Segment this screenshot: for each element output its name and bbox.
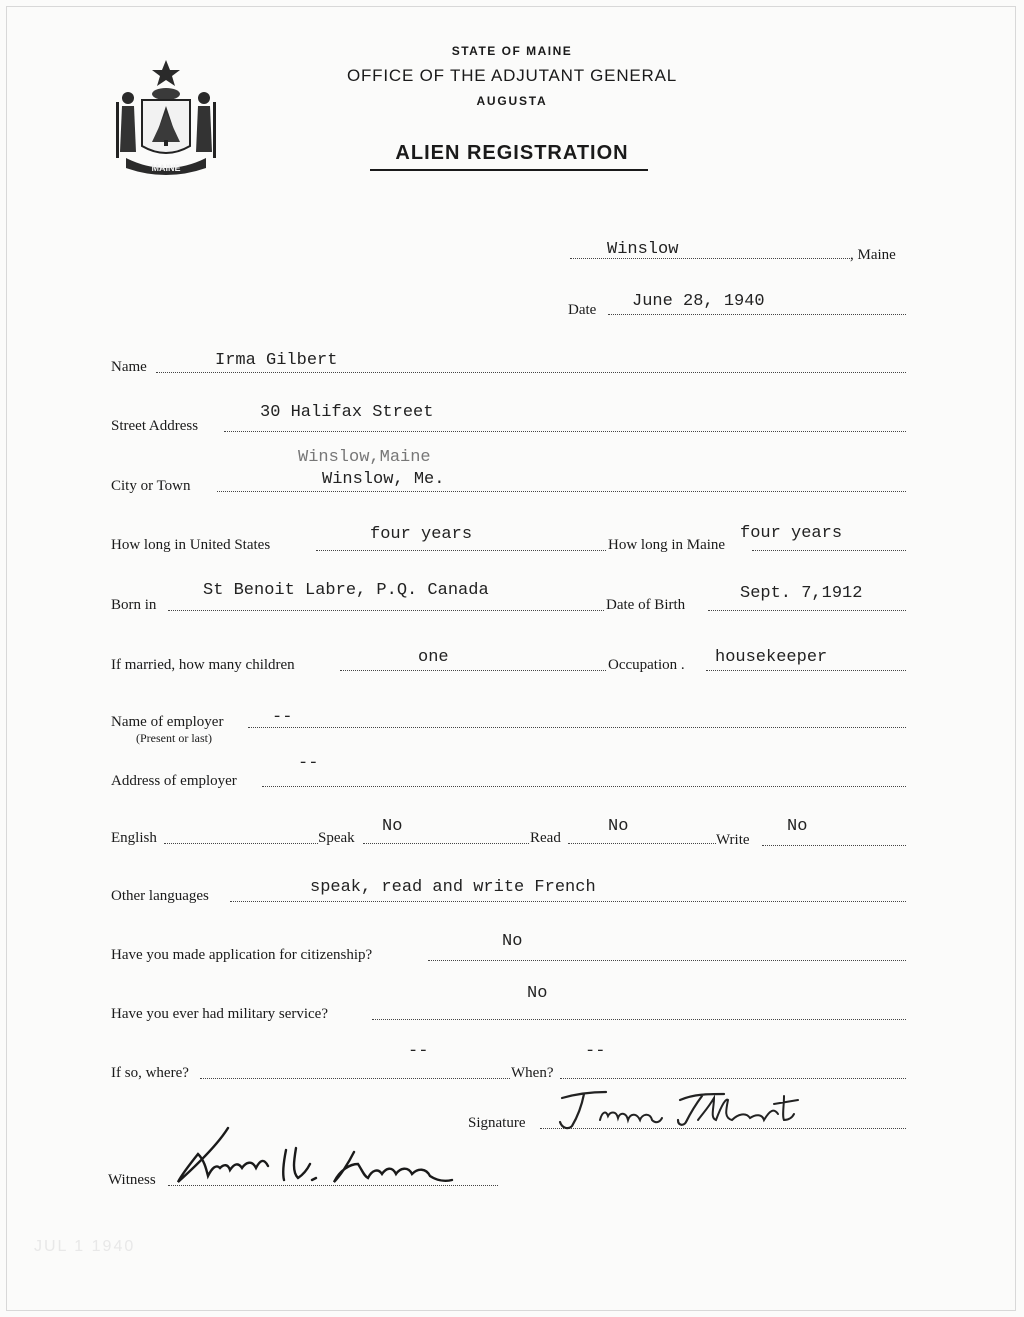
when-label: When? bbox=[511, 1065, 554, 1081]
read-value: No bbox=[608, 817, 629, 836]
witness-signature bbox=[168, 1124, 468, 1190]
title-underline bbox=[370, 169, 648, 171]
how-long-maine-label: How long in Maine bbox=[608, 537, 726, 553]
dob-dotted-line bbox=[708, 610, 906, 611]
form-title: ALIEN REGISTRATION bbox=[395, 142, 629, 164]
how-long-us-value: four years bbox=[370, 525, 473, 544]
how-long-maine-dotted-line bbox=[752, 550, 906, 551]
city-dotted-line bbox=[217, 491, 906, 492]
how-long-us-label: How long in United States bbox=[111, 537, 271, 553]
occupation-label: Occupation . bbox=[608, 657, 685, 673]
write-label: Write bbox=[716, 832, 750, 848]
city-label: City or Town bbox=[111, 478, 191, 494]
read-dotted-line bbox=[568, 843, 716, 844]
write-dotted-line bbox=[762, 845, 906, 846]
military-label: Have you ever had military service? bbox=[111, 1006, 328, 1022]
english-dotted-line bbox=[164, 843, 318, 844]
header-city: AUGUSTA bbox=[476, 94, 548, 108]
date-value: June 28, 1940 bbox=[632, 292, 765, 311]
seal-banner-text: MAINE bbox=[151, 163, 181, 173]
employer-address-label: Address of employer bbox=[111, 773, 237, 789]
military-value: No bbox=[527, 984, 548, 1003]
children-dotted-line bbox=[340, 670, 606, 671]
born-value: St Benoit Labre, P.Q. Canada bbox=[203, 581, 489, 600]
occupation-value: housekeeper bbox=[715, 648, 828, 667]
how-long-us-dotted-line bbox=[316, 550, 606, 551]
name-label: Name bbox=[111, 359, 147, 375]
witness-label: Witness bbox=[108, 1172, 156, 1188]
maine-state-seal bbox=[112, 56, 220, 180]
other-languages-label: Other languages bbox=[111, 888, 209, 904]
street-label: Street Address bbox=[111, 418, 199, 434]
read-label: Read bbox=[530, 830, 561, 846]
name-value: Irma Gilbert bbox=[215, 351, 338, 370]
children-value: one bbox=[418, 648, 449, 667]
city-value: Winslow, Me. bbox=[322, 470, 445, 489]
street-dotted-line bbox=[224, 431, 906, 432]
name-dotted-line bbox=[156, 372, 906, 373]
military-dotted-line bbox=[372, 1019, 906, 1020]
maine-label: , Maine bbox=[850, 247, 896, 263]
born-dotted-line bbox=[168, 610, 604, 611]
where-label: If so, where? bbox=[111, 1065, 189, 1081]
signature-label: Signature bbox=[468, 1115, 526, 1131]
employer-value: -- bbox=[272, 708, 293, 727]
other-languages-value: speak, read and write French bbox=[310, 878, 596, 897]
date-label: Date bbox=[568, 302, 597, 318]
citizenship-dotted-line bbox=[428, 960, 906, 961]
occupation-dotted-line bbox=[706, 670, 906, 671]
handwritten-signature bbox=[548, 1086, 848, 1134]
when-dotted-line bbox=[560, 1078, 906, 1079]
when-value: -- bbox=[585, 1042, 606, 1061]
employer-note: (Present or last) bbox=[136, 731, 212, 745]
employer-address-value: -- bbox=[298, 754, 319, 773]
received-stamp: JUL 1 1940 bbox=[34, 1238, 136, 1255]
born-label: Born in bbox=[111, 597, 157, 613]
city-value-typed-faint: Winslow,Maine bbox=[298, 448, 431, 467]
other-languages-dotted-line bbox=[230, 901, 906, 902]
where-value: -- bbox=[408, 1042, 429, 1061]
header-office: OFFICE OF THE ADJUTANT GENERAL bbox=[346, 66, 678, 85]
citizenship-value: No bbox=[502, 932, 523, 951]
town-value: Winslow bbox=[607, 240, 679, 259]
how-long-maine-value: four years bbox=[740, 524, 843, 543]
english-label: English bbox=[111, 830, 157, 846]
dob-value: Sept. 7,1912 bbox=[740, 584, 863, 603]
speak-value: No bbox=[382, 817, 403, 836]
dob-label: Date of Birth bbox=[606, 597, 686, 613]
street-value: 30 Halifax Street bbox=[260, 403, 434, 422]
children-label: If married, how many children bbox=[111, 657, 295, 673]
where-dotted-line bbox=[200, 1078, 510, 1079]
employer-address-dotted-line bbox=[262, 786, 906, 787]
employer-dotted-line bbox=[248, 727, 906, 728]
write-value: No bbox=[787, 817, 808, 836]
citizenship-label: Have you made application for citizenship? bbox=[111, 947, 373, 963]
speak-label: Speak bbox=[318, 830, 355, 846]
speak-dotted-line bbox=[363, 843, 529, 844]
date-dotted-line bbox=[608, 314, 906, 315]
header-state: STATE OF MAINE bbox=[451, 44, 573, 58]
employer-label: Name of employer bbox=[111, 714, 224, 730]
